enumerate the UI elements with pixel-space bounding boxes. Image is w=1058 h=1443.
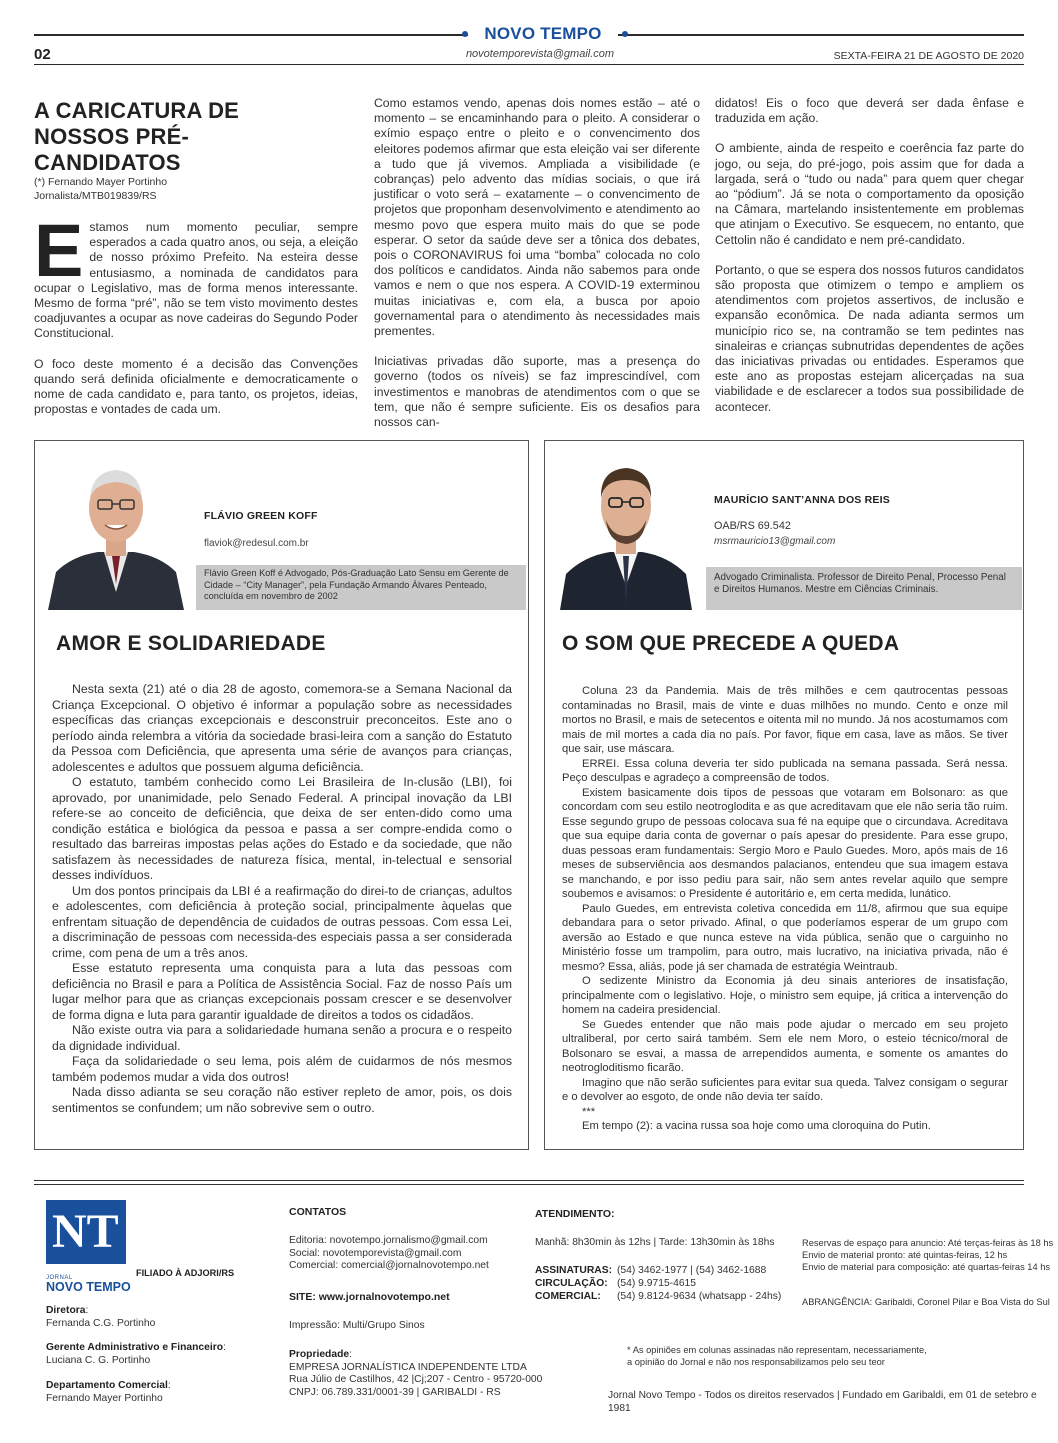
logo-name: NOVO TEMPO [46,1280,131,1294]
article-paragraph: ERREI. Essa coluna deveria ter sido publicada na semana passada. Será nessa. Peço desculpas e agradeço a compreensão de todos. [562,757,1008,784]
article-body [52,682,512,1116]
circulation-label: CIRCULAÇÃO: [535,1278,608,1289]
article-paragraph: O sedizente Ministro da Economia já deu sinais anteriores de insatisfação, principalmente com o legislativo. Hoje, o ministro sem equipe, já critica a intervenção do homem na cadeira presidencial. [562,975,1008,1016]
contacts-list [289,1235,489,1273]
article-paragraph: Nesta sexta (21) até o dia 28 de agosto, comemora-se a Semana Nacional da Criança Excepcional. O objetivo é informar a população sobre as necessidades específicas das crianças excepcionais e desconstruir preconceitos. Este ano o período ainda relembra a vitória da sociedade brasi-leira com a sanção do Estatuto da Pessoa com Deficiência, que apresenta uma série de avanços para crianças, adolescentes e adultos que possuem alguma deficiência. [52,682,512,774]
ownership-heading: Propriedade [289,1349,350,1360]
staff-role: Diretora [46,1305,86,1316]
article-paragraph: Nada disso adianta se seu coração não estiver repleto de amor, pois, os dois sentimentos se confundem; um não sobrevive sem o outro. [52,1085,512,1115]
article-paragraph: Coluna 23 da Pandemia. Mais de três milhões e cem qautrocentas pessoas contaminadas no Brasil, mais de vinte e duas milhões no mundo. Cento e onze mil mortos no Brasil, e mais de setecentos e oitenta mil no mundo. Já nos acostumamos com mais de mil mortes a cada dia no país. Por favor, fique em casa, lave as mãos. Se tiver que sair, use máscara. [562,685,1008,755]
editorial-paragraph: O ambiente, ainda de respeito e coerência faz parte do jogo, ou seja, do pré-jogo, pois assim que for dada a largada, será o “tudo ou nada” para quem quer chegar ao “pódium”. Já se nota o comportamento da oposição na Câmara, martelando insistentemente em problemas que atinjam o Executivo. Se esquecem, no entanto, que Cettolin não é candidato e nem pré-candidato. [715,141,1024,247]
staff-item: Diretora: Fernanda C.G. Portinho [46,1305,156,1329]
printing-info: Impressão: Multi/Grupo Sinos [289,1320,425,1331]
author-oab: OAB/RS 69.542 [714,520,791,532]
staff-item: Gerente Administrativo e Financeiro: Luciana C. G. Portinho [46,1342,226,1366]
editorial-paragraph: Como estamos vendo, apenas dois nomes estão – até o momento – se encaminhando para o pleito. A considerar o exímio espaço entre o pleito e o convencimento dos eleitores podemos afirmar que esta eleição vai ser diferente a tudo que já vivemos. Ampliada a visibilidade (e cobranças) pelo advento das mídias sociais, o que irá justificar o voto será – exatamente – o convencimento de projetos que proponham desenvolvimento e atendimento ao mesmo povo que espera muito mais do que se pode esperar. O setor da saúde deve ser a tônica dos debates, pois o CORONAVIRUS foi uma “bomba” colocada no colo dos políticos e candidatos. Ainda não sabemos para onde vamos e nem o que nos espera. A COVID-19 exterminou muitas iniciativas e, com ela, a busca por apoio governamental para o atendimento às necessidades mais prementes. [374,96,700,339]
contact-line: Comercial: comercial@jornalnovotempo.net [289,1260,489,1271]
header-rule-bottom [34,64,1024,65]
drop-cap: E [34,209,84,292]
author-name: FLÁVIO GREEN KOFF [204,510,318,522]
contacts-heading: CONTATOS [289,1206,347,1218]
circulation-row [535,1278,696,1290]
author-bio: Advogado Criminalista. Professor de Direito Penal, Processo Penal e Direitos Humanos. Mestre em Ciências Criminais. [706,567,1022,610]
commercial-value: (54) 9.8124-9634 (whatsapp - 24hs) [617,1291,782,1302]
article-paragraph: Um dos pontos principais da LBI é a reafirmação do direi-to de crianças, adultos e adolescentes, com deficiência à proteção social, principalmente àquelas que enfrentam situação de dependência de cuidados de outras pessoas. Com essa Lei, a discriminação de pessoas com necessida-des especiais passa a ser considerada crime, com pena de um a três anos. [52,883,512,960]
masthead: NOVO TEMPO [468,24,618,44]
header-email: novotemporevista@gmail.com [465,48,615,60]
subscriptions-value: (54) 3462-1977 | (54) 3462-1688 [617,1265,767,1276]
ownership-line: Rua Júlio de Castilhos, 42 |Cj;207 - Centro - 95720-000 [289,1374,543,1385]
copyright: Jornal Novo Tempo - Todos os direitos reservados | Fundado em Garibaldi, em 01 de setebro e 1981 [608,1390,1037,1414]
editorial-author [34,175,167,203]
author-email: flaviok@redesul.com.br [204,538,309,549]
staff-name: Fernanda C.G. Portinho [46,1317,156,1329]
ownership-line: EMPRESA JORNALÍSTICA INDEPENDENTE LTDA [289,1361,527,1373]
footer-rule [34,1184,1024,1185]
editorial-column-1 [34,209,358,432]
newspaper-logo [46,1200,126,1264]
editorial-paragraph: O foco deste momento é a decisão das Convenções quando será definida oficialmente e democraticamente o nome de cada candidato e, para tanto, os projetos, ideias, propostas e vontades de cada um. [34,356,358,417]
article-paragraph: *** [582,1105,596,1118]
logo-small-text: JORNAL [46,1275,73,1281]
article-paragraph: Esse estatuto representa uma conquista para a luta das pessoas com deficiência no Brasil e para a Política de Assistência Social. Faz de nosso País um lugar melhor para que as crianças excepcionais possam crescer e se desenvolver de forma digna e luta para garantir igualdade de direitos a todos os cidadãos. [52,961,512,1022]
staff-role: Departamento Comercial [46,1380,168,1391]
staff-role: Gerente Administrativo e Financeiro [46,1342,223,1353]
editorial-column-3 [715,96,1024,430]
paragraph-text: stamos num momento peculiar, sempre esperados a cada quatro anos, ou seja, a eleição de nosso próximo Prefeito. Na esteira desse entusiasmo, a nominada de candidatos para ocupar o Legislativo, mas de forma menos interessante. Mesmo de forma “pré”, não se tem visto movimento destes coadjuvantes a ocupar as nove cadeiras do Segundo Poder Constitucional. [34,220,358,341]
article-paragraph: Paulo Guedes, em entrevista coletiva concedida em 11/8, afirmou que sua equipe debandara para o setor privado. Afinal, o que poderíamos esperar de um grupo com aversão ao Estado e que nunca esteve na vida pública, senão que o carguinho no Ministério fosse um trampolim, para outro, mais lucrativo, na iniciativa privada, não é mesmo? Essa, aliás, pode já ser chamada de estratégia Weintraub. [562,902,1008,973]
author-credential: Jornalista/MTB019839/RS [34,190,157,202]
article-title: O SOM QUE PRECEDE A QUEDA [562,632,900,655]
author-name: (*) Fernando Mayer Portinho [34,176,168,188]
staff-name: Luciana C. G. Portinho [46,1354,151,1366]
subscriptions-label: ASSINATURAS: [535,1265,613,1276]
author-bio: Flávio Green Koff é Advogado, Pós-Graduação Lato Sensu em Gerente de Cidade – “City Manager”, pela Fundação Armando Álvares Penteado, concluída em novembro de 2002 [196,565,526,610]
site-link[interactable]: SITE: www.jornalnovotempo.net [289,1291,450,1303]
editorial-column-2 [374,96,700,445]
service-hours: Manhã: 8h30min às 12hs | Tarde: 13h30min às 18hs [535,1237,775,1248]
article-paragraph: Em tempo (2): a vacina russa soa hoje como uma cloroquina do Putin. [582,1120,931,1132]
coverage: ABRANGÊNCIA: Garibaldi, Coronel Pilar e Boa Vista do Sul [802,1297,1050,1307]
author-name: MAURÍCIO SANT’ANNA DOS REIS [714,494,890,506]
header-date: SEXTA-FEIRA 21 DE AGOSTO DE 2020 [833,50,1024,62]
commercial-row [535,1291,781,1303]
contact-line: Editoria: novotempo.jornalismo@gmail.com [289,1235,488,1246]
affiliation: FILIADO À ADJORI/RS [136,1268,235,1278]
article-paragraph: Se Guedes entender que não mais pode ajudar o mercado em seu projeto ultraliberal, por certo sairá também. Sem ele nem Moro, o esteio técnico/moral de Bolsonaro se esvai, a massa de arrependidos aumenta, e somente os amantes do neotrogloditismo ficarão. [562,1018,1008,1074]
logo-letters: NT [52,1205,119,1258]
editorial-paragraph: Portanto, o que se espera dos nossos futuros candidatos são proposta que otimizem o tempo e ampliem os atendimentos com projetos assertivos, de inclusão e expansão econômica. De nada adianta sermos um município rico se, na contramão se tem pedintes nas sinaleiras e crianças subnutridas dependentes de ações das iniciativas privadas ou entidades. Esperamos que este ano as propostas estejam alicerçadas na sua viabilidade e de esclarecer a todos sua possibilidade de acontecer. [715,262,1024,414]
article-paragraph: Imagino que não serão suficientes para evitar sua queda. Talvez consigam o segurar e o devolver ao esgoto, de onde não devia ter saído. [562,1076,1008,1103]
ownership: Propriedade: EMPRESA JORNALÍSTICA INDEPENDENTE LTDA Rua Júlio de Castilhos, 42 |Cj;207 - Centro - 95720-000 CNPJ: 06.789.331/0001-39 | GARIBALDI - RS [289,1349,543,1398]
article-paragraph: O estatuto, também conhecido como Lei Brasileira de In-clusão (LBI), foi aprovado, por unanimidade, pelo Senado Federal. A principal inovação da LBI refere-se ao conceito de deficiência, que deixa de ser enten-dido como uma condição estática e biológica da pessoa e passa a ser compre-endida como o resultado das barreiras impostas pelas ações do Estado e da sociedade, que não satisfazem às necessidades de natureza física, mental, in-telectual e sensorial desses indivíduos. [52,775,512,882]
article-paragraph: Faça da solidariedade o seu lema, pois além de cuidarmos de nós mesmos também podemos mudar a vida dos outros! [52,1054,512,1084]
author-email: msrmauricio13@gmail.com [714,536,836,547]
circulation-value: (54) 9.9715-4615 [617,1278,697,1289]
article-title: AMOR E SOLIDARIEDADE [56,632,326,655]
commercial-label: COMERCIAL: [535,1291,601,1302]
subscriptions-row [535,1265,766,1277]
editorial-title: A CARICATURA DE NOSSOS PRÉ-CANDIDATOS [34,98,240,175]
author-photo-mauricio [552,446,700,610]
footer-rule [34,1180,1024,1181]
deadline-line: Envio de material pronto: até quintas-feiras, 12 hs [802,1250,1008,1260]
editorial-paragraph [34,209,358,342]
disclaimer [627,1344,927,1368]
page-number: 02 [34,46,51,63]
staff-item: Departamento Comercial: Fernando Mayer Portinho [46,1380,171,1404]
author-photo-flavio [42,452,190,610]
editorial-paragraph: didatos! Eis o foco que deverá ser dada ênfase e traduzida em ação. [715,96,1024,126]
header-dot-right [622,31,628,37]
editorial-paragraph: Iniciativas privadas dão suporte, mas a presença do governo (todos os níveis) se faz imprescindível, com investimentos e manobras de atendimentos com o que se tem, que não é sempre suficiente. Eis os desafios para nossos can- [374,354,700,430]
ad-deadlines [802,1237,1053,1273]
staff-name: Fernando Mayer Portinho [46,1392,163,1404]
service-heading: ATENDIMENTO: [535,1208,615,1220]
article-paragraph: Existem basicamente dois tipos de pessoas que votaram em Bolsonaro: as que concordam com seu estilo neotroglodita e as que acreditavam que ele não seria tão ruim. Esse segundo grupo de pessoas colocava sua fé na equipe que o circundava. Acreditava que sua equipe daria conta de governar o país apesar do presidente. Para esse grupo, duas pessoas eram fundamentais: Sergio Moro e Paulo Guedes. Moro, após mais de 16 meses de subserviência aos desmandos palacianos, entendeu que sua imagem estava se manchando, e por isso pediu para sair, não sem antes revelar aquilo que sempre soubemos e avisamos: o Presidente é autoritário e, em certa medida, lunático. [562,786,1008,900]
article-paragraph: Não existe outra via para a solidariedade humana senão a procura e o respeito da dignidade individual. [52,1023,512,1053]
article-body [562,684,1008,1134]
contact-line: Social: novotemporevista@gmail.com [289,1247,462,1259]
disclaimer-line: * As opiniões em colunas assinadas não representam, necessariamente, [627,1345,927,1355]
deadline-line: Reservas de espaço para anuncio: Até terças-feiras às 18 hs [802,1238,1054,1248]
disclaimer-line: a opinião do Jornal e não nos responsabilizamos pelo seu teor [627,1357,885,1367]
ownership-line: CNPJ: 06.789.331/0001-39 | GARIBALDI - RS [289,1386,501,1398]
deadline-line: Envio de material para composição: até quartas-feiras 14 hs [802,1262,1051,1272]
